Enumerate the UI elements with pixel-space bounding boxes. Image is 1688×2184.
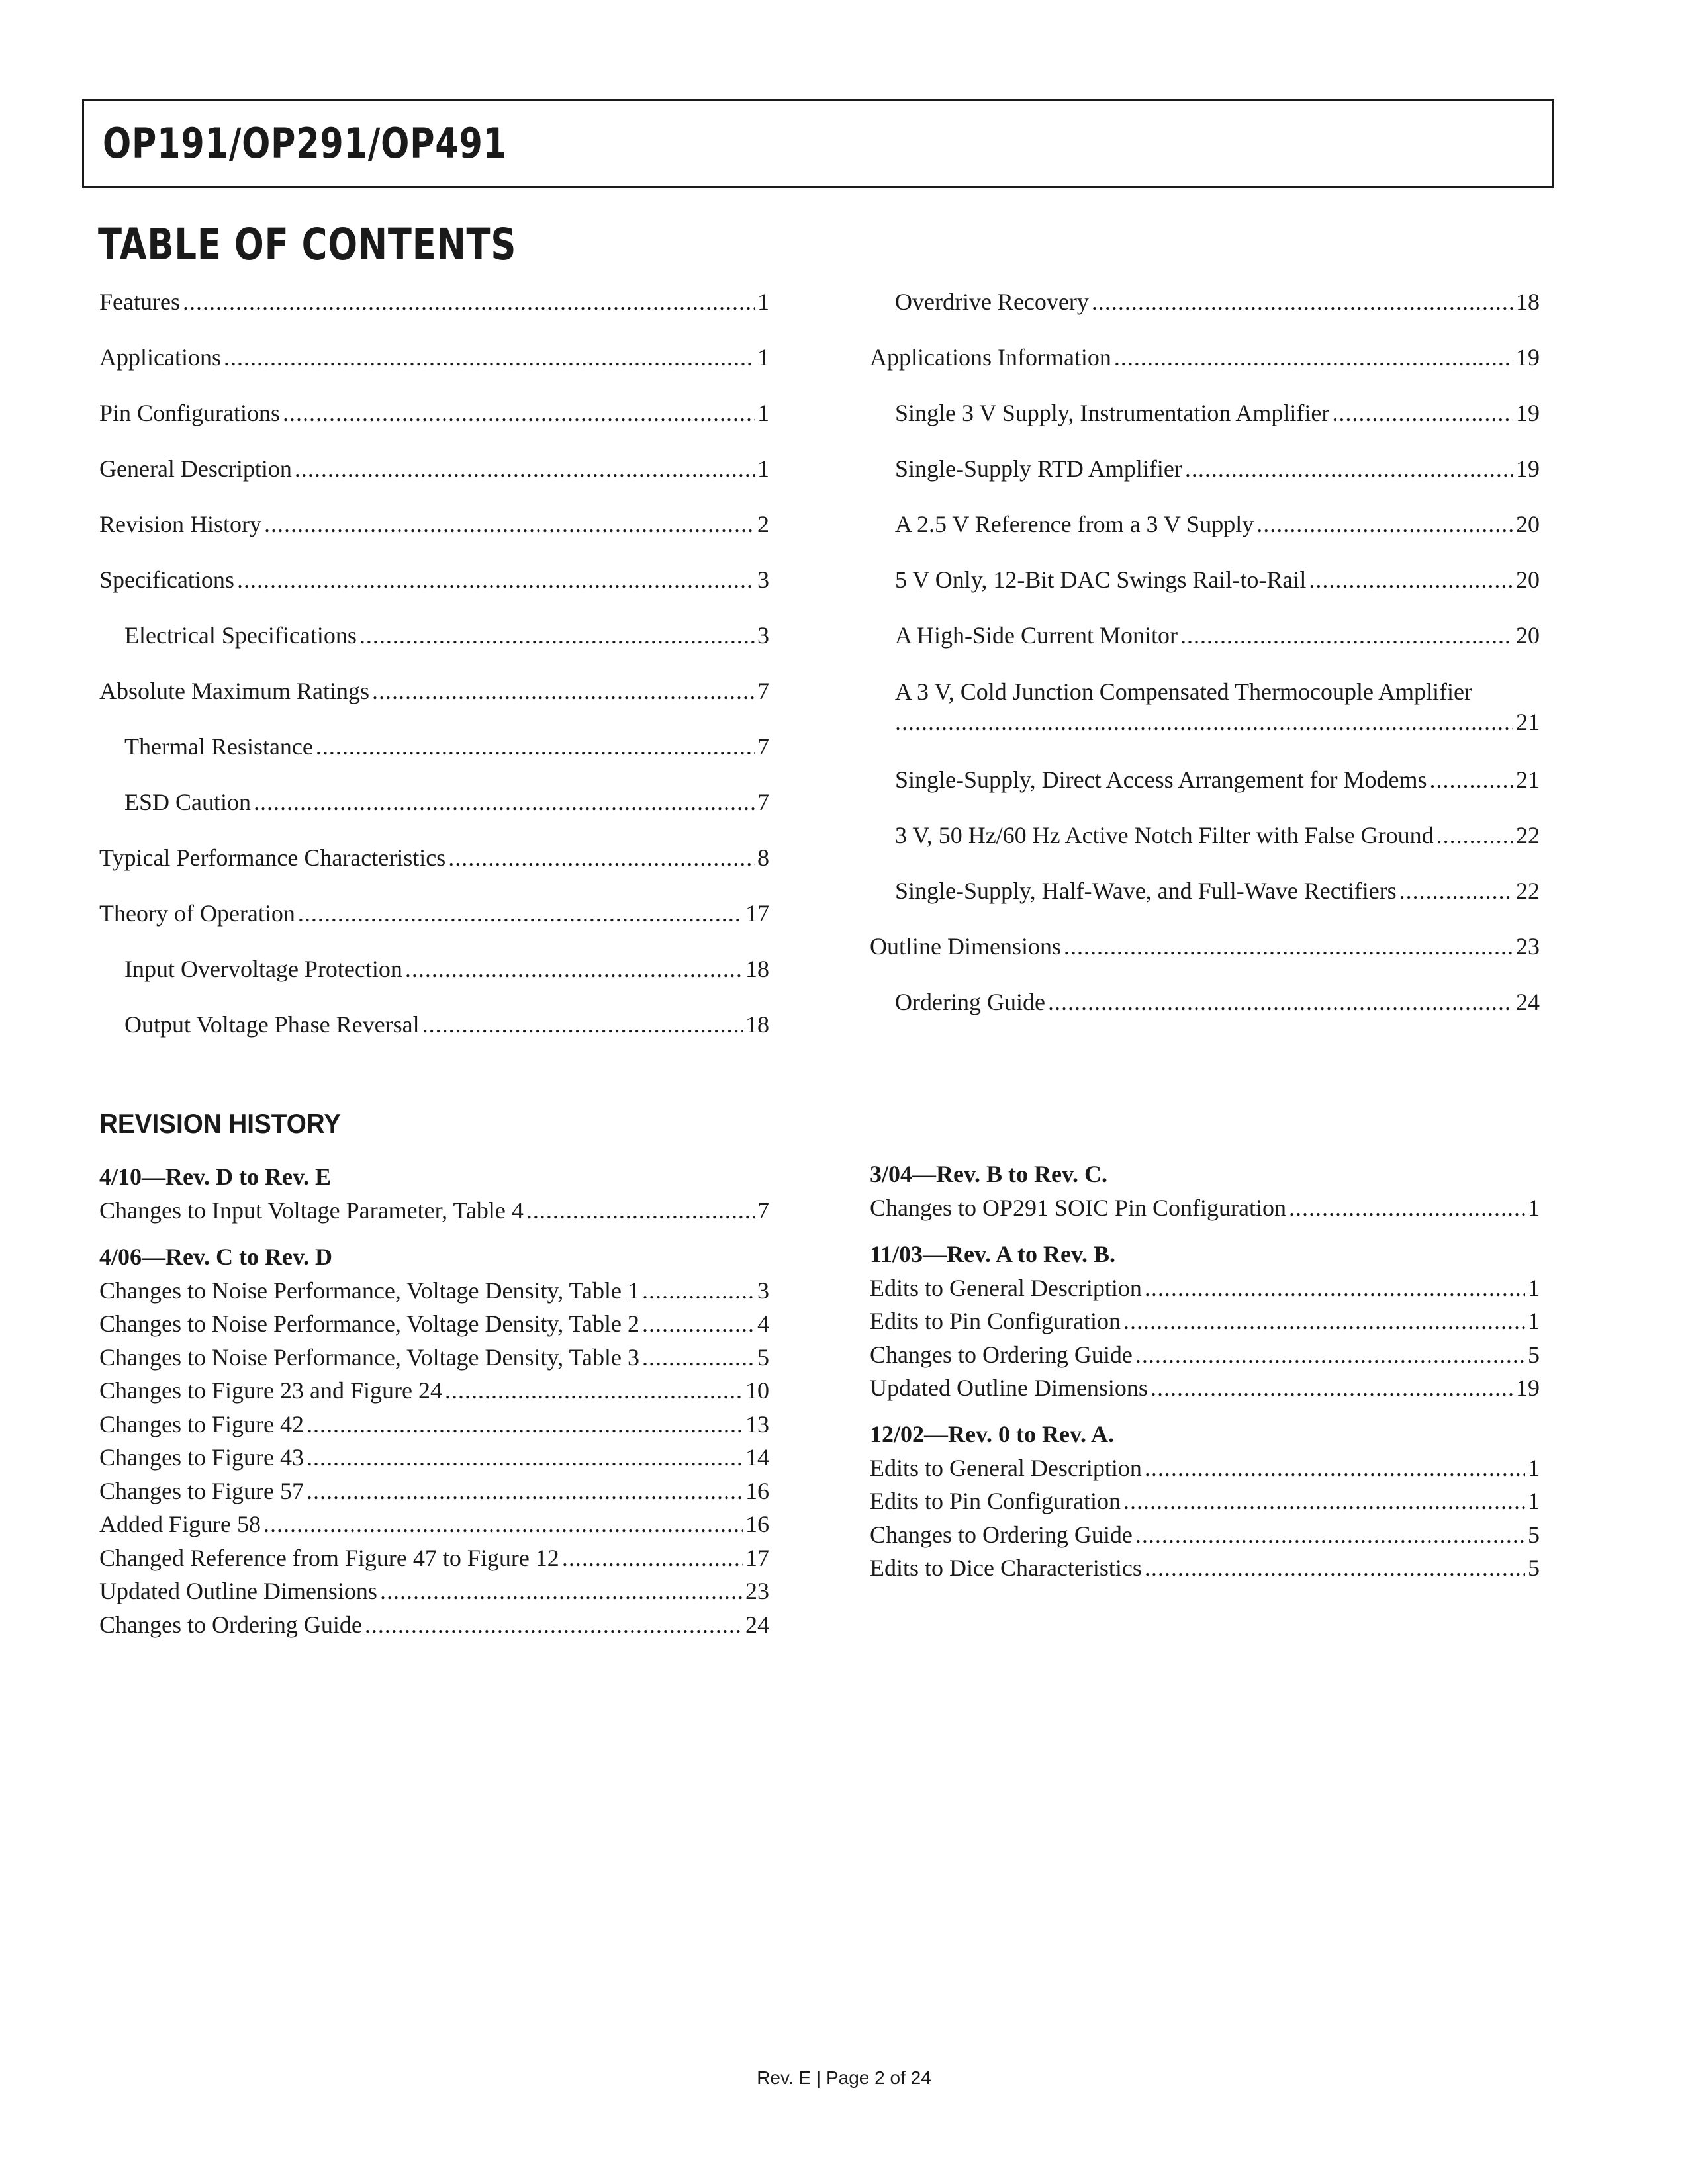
- toc-entry-page: 7: [757, 733, 769, 760]
- toc-entry[interactable]: [870, 552, 1540, 608]
- revision-entry-text: Changes to Ordering Guide: [870, 1341, 1133, 1368]
- revision-group-title: 4/06—Rev. C to Rev. D: [99, 1243, 332, 1270]
- revision-group-title: 12/02—Rev. 0 to Rev. A.: [870, 1420, 1114, 1447]
- revision-entry-page: 24: [745, 1611, 769, 1638]
- revision-entry-page: 17: [745, 1544, 769, 1571]
- revision-entry: [870, 1271, 1540, 1305]
- dot-leader: [283, 385, 755, 441]
- toc-entry-page: 1: [757, 400, 769, 426]
- dot-leader: [264, 496, 755, 552]
- dot-leader: [1135, 1518, 1525, 1552]
- toc-entry[interactable]: [99, 385, 769, 441]
- dot-leader: [1123, 1304, 1525, 1338]
- dot-leader: [1135, 1338, 1525, 1372]
- toc-entry-title: ESD Caution: [124, 789, 252, 815]
- toc-entry-page: 3: [757, 567, 769, 593]
- dot-leader: [1123, 1484, 1525, 1518]
- revision-entry-text: Changes to Figure 23 and Figure 24: [99, 1377, 442, 1404]
- revision-entry: [99, 1274, 769, 1308]
- toc-entry-title: Single-Supply RTD Amplifier: [895, 455, 1182, 482]
- toc-entry-leader: [895, 705, 1540, 739]
- toc-entry[interactable]: [870, 919, 1540, 974]
- dot-leader: [380, 1574, 743, 1608]
- toc-entry-title: Specifications: [99, 567, 234, 593]
- revision-entry: [99, 1441, 769, 1475]
- toc-entry-title: 3 V, 50 Hz/60 Hz Active Notch Filter with False Ground: [895, 822, 1434, 848]
- toc-entry-title: Single-Supply, Direct Access Arrangement for Modems: [895, 766, 1427, 793]
- toc-entry-page: 19: [1516, 344, 1540, 371]
- dot-leader: [1309, 552, 1513, 608]
- revision-entry-text: Updated Outline Dimensions: [99, 1578, 377, 1604]
- dot-leader: [1332, 385, 1513, 441]
- dot-leader: [306, 1441, 743, 1475]
- dot-leader: [1436, 807, 1513, 863]
- dot-leader: [306, 1408, 743, 1441]
- revision-entry-text: Added Figure 58: [99, 1511, 261, 1537]
- toc-entry-title: 5 V Only, 12-Bit DAC Swings Rail-to-Rail: [895, 567, 1307, 593]
- document-title: OP191/OP291/OP491: [103, 119, 507, 167]
- dot-leader: [1145, 1451, 1525, 1485]
- dot-leader: [1185, 441, 1513, 496]
- revision-history-left-column: [99, 1160, 769, 1653]
- toc-heading: TABLE OF CONTENTS: [98, 219, 517, 270]
- revision-entry-page: 5: [1528, 1555, 1540, 1581]
- revision-entry: [99, 1574, 769, 1608]
- revision-entry-page: 1: [1528, 1195, 1540, 1221]
- revision-entry-text: Changes to Noise Performance, Voltage Density, Table 1: [99, 1277, 639, 1304]
- revision-entry-text: Changes to Noise Performance, Voltage Density, Table 3: [99, 1343, 639, 1371]
- toc-entry[interactable]: [870, 752, 1540, 807]
- revision-entry-text: Updated Outline Dimensions: [870, 1375, 1148, 1401]
- toc-entry-title: Output Voltage Phase Reversal: [124, 1011, 420, 1038]
- revision-group: [870, 1417, 1540, 1585]
- revision-entry-text: Changes to Figure 43: [99, 1444, 304, 1471]
- revision-entry: [870, 1304, 1540, 1338]
- toc-entry-page: 2: [757, 511, 769, 537]
- revision-entry: [870, 1551, 1540, 1585]
- revision-group: [870, 1237, 1540, 1405]
- toc-entry[interactable]: [99, 274, 769, 330]
- revision-entry-text: Changes to Figure 42: [99, 1410, 304, 1437]
- revision-entry-text: Changes to Ordering Guide: [99, 1611, 362, 1638]
- revision-group-title: 3/04—Rev. B to Rev. C.: [870, 1161, 1107, 1187]
- toc-left-column: [99, 274, 769, 1052]
- revision-entry: [99, 1374, 769, 1408]
- toc-entry-page: 17: [745, 900, 769, 927]
- toc-entry[interactable]: [870, 274, 1540, 330]
- toc-entry-page: 20: [1516, 511, 1540, 537]
- dot-leader: [254, 774, 755, 830]
- revision-entry-text: Changes to Figure 57: [99, 1477, 304, 1504]
- dot-leader: [237, 552, 755, 608]
- toc-entry-title: Applications: [99, 344, 221, 371]
- toc-entry-title: Applications Information: [870, 344, 1111, 371]
- dot-leader: [298, 886, 743, 941]
- revision-entry-page: 19: [1516, 1375, 1540, 1401]
- revision-entry: [99, 1541, 769, 1575]
- dot-leader: [263, 1508, 743, 1541]
- dot-leader: [372, 663, 755, 719]
- dot-leader: [1399, 863, 1513, 919]
- dot-leader: [526, 1194, 755, 1228]
- toc-entry-title: Electrical Specifications: [124, 622, 357, 649]
- revision-entry-page: 3: [757, 1277, 769, 1304]
- dot-leader: [359, 608, 755, 663]
- toc-entry-title: Input Overvoltage Protection: [124, 956, 402, 982]
- dot-leader: [642, 1341, 755, 1375]
- toc-entry[interactable]: [99, 441, 769, 496]
- revision-entry: [870, 1191, 1540, 1225]
- revision-group: [870, 1157, 1540, 1225]
- toc-entry-title: Absolute Maximum Ratings: [99, 678, 369, 704]
- dot-leader: [1145, 1551, 1525, 1585]
- revision-entry-page: 5: [757, 1343, 769, 1371]
- revision-entry-text: Changes to Noise Performance, Voltage Density, Table 2: [99, 1310, 639, 1337]
- revision-entry-text: Changes to Ordering Guide: [870, 1521, 1133, 1548]
- dot-leader: [1150, 1371, 1513, 1405]
- revision-entry: [99, 1341, 769, 1375]
- dot-leader: [422, 997, 743, 1052]
- revision-entry-text: Edits to Pin Configuration: [870, 1308, 1121, 1334]
- toc-entry[interactable]: [99, 330, 769, 385]
- revision-entry-text: Changes to OP291 SOIC Pin Configuration: [870, 1195, 1287, 1221]
- page-footer: Rev. E | Page 2 of 24: [757, 2068, 931, 2088]
- dot-leader: [448, 830, 755, 886]
- revision-entry: [99, 1475, 769, 1508]
- toc-entry-page: 22: [1516, 878, 1540, 904]
- toc-entry[interactable]: [99, 941, 769, 997]
- toc-entry-page: 3: [757, 622, 769, 649]
- revision-entry: [99, 1408, 769, 1441]
- revision-entry-page: 13: [745, 1410, 769, 1437]
- revision-entry-page: 16: [745, 1511, 769, 1537]
- revision-history-right-column: [870, 1157, 1540, 1597]
- toc-entry-title: A High-Side Current Monitor: [895, 622, 1178, 649]
- toc-entry-page: 1: [757, 455, 769, 482]
- toc-entry[interactable]: [99, 608, 769, 663]
- toc-entry-title: Revision History: [99, 511, 262, 537]
- revision-entry-text: Changes to Input Voltage Parameter, Table 4: [99, 1197, 524, 1224]
- toc-entry[interactable]: [870, 441, 1540, 496]
- toc-entry-title: A 3 V, Cold Junction Compensated Thermocouple Amplifier: [895, 678, 1472, 705]
- toc-entry-title: Single-Supply, Half-Wave, and Full-Wave Rectifiers: [895, 878, 1397, 904]
- revision-entry-page: 23: [745, 1578, 769, 1604]
- revision-entry: [99, 1307, 769, 1341]
- toc-entry-title: A 2.5 V Reference from a 3 V Supply: [895, 511, 1254, 537]
- dot-leader: [642, 1307, 755, 1341]
- toc-entry-title: Theory of Operation: [99, 900, 295, 927]
- toc-entry-page: 8: [757, 844, 769, 871]
- revision-entry-page: 10: [745, 1377, 769, 1404]
- dot-leader: [405, 941, 743, 997]
- dot-leader: [1180, 608, 1513, 663]
- toc-entry[interactable]: [99, 552, 769, 608]
- toc-entry-page: 19: [1516, 400, 1540, 426]
- toc-entry-page: 7: [757, 789, 769, 815]
- toc-entry-page: 18: [1516, 289, 1540, 315]
- revision-history-heading: REVISION HISTORY: [99, 1108, 342, 1139]
- revision-entry: [99, 1194, 769, 1228]
- toc-entry-title: Pin Configurations: [99, 400, 281, 426]
- toc-entry-title: General Description: [99, 455, 292, 482]
- toc-entry[interactable]: [99, 830, 769, 886]
- revision-entry-page: 1: [1528, 1454, 1540, 1481]
- toc-entry[interactable]: [870, 496, 1540, 552]
- dot-leader: [183, 274, 755, 330]
- toc-entry-page: 1: [757, 344, 769, 371]
- toc-entry[interactable]: [99, 663, 769, 719]
- dot-leader: [1114, 330, 1513, 385]
- toc-entry[interactable]: [870, 385, 1540, 441]
- revision-entry-text: Edits to Pin Configuration: [870, 1488, 1121, 1514]
- dot-leader: [1145, 1271, 1525, 1305]
- revision-entry-page: 1: [1528, 1308, 1540, 1334]
- toc-entry-title: Features: [99, 289, 180, 315]
- revision-entry: [870, 1338, 1540, 1372]
- toc-entry-page: 1: [757, 289, 769, 315]
- revision-entry: [99, 1608, 769, 1642]
- revision-group-title: 4/10—Rev. D to Rev. E: [99, 1163, 331, 1190]
- dot-leader: [295, 441, 755, 496]
- dot-leader: [1430, 752, 1514, 807]
- toc-entry[interactable]: [870, 974, 1540, 1030]
- toc-entry-page: 21: [1516, 709, 1540, 735]
- revision-group-title: 11/03—Rev. A to Rev. B.: [870, 1240, 1116, 1267]
- toc-entry[interactable]: [99, 774, 769, 830]
- revision-entry: [870, 1484, 1540, 1518]
- toc-entry[interactable]: [870, 663, 1540, 752]
- dot-leader: [316, 719, 755, 774]
- toc-entry[interactable]: [99, 886, 769, 941]
- revision-entry: [870, 1371, 1540, 1405]
- header-box: [82, 99, 1554, 188]
- dot-leader: [1064, 919, 1513, 974]
- revision-entry-text: Edits to General Description: [870, 1274, 1142, 1301]
- toc-entry-page: 24: [1516, 989, 1540, 1015]
- revision-entry: [870, 1451, 1540, 1485]
- revision-entry-page: 4: [757, 1310, 769, 1337]
- revision-entry: [870, 1518, 1540, 1552]
- toc-entry[interactable]: [99, 997, 769, 1052]
- revision-group: [99, 1160, 769, 1228]
- toc-entry[interactable]: [870, 608, 1540, 663]
- revision-entry-text: Edits to Dice Characteristics: [870, 1555, 1142, 1581]
- dot-leader: [1092, 274, 1513, 330]
- dot-leader: [365, 1608, 743, 1642]
- toc-entry-page: 21: [1516, 766, 1540, 793]
- toc-entry-title: Overdrive Recovery: [895, 289, 1089, 315]
- dot-leader: [224, 330, 755, 385]
- toc-entry[interactable]: [870, 807, 1540, 863]
- dot-leader: [895, 705, 1513, 739]
- revision-entry-page: 1: [1528, 1274, 1540, 1301]
- toc-entry[interactable]: [99, 496, 769, 552]
- revision-entry-page: 7: [757, 1197, 769, 1224]
- toc-entry-title: Typical Performance Characteristics: [99, 844, 446, 871]
- revision-entry-page: 16: [745, 1477, 769, 1504]
- revision-entry: [99, 1508, 769, 1541]
- toc-entry-page: 22: [1516, 822, 1540, 848]
- revision-entry-page: 5: [1528, 1341, 1540, 1368]
- revision-group: [99, 1240, 769, 1642]
- dot-leader: [306, 1475, 743, 1508]
- toc-entry-title: Ordering Guide: [895, 989, 1045, 1015]
- toc-entry[interactable]: [870, 863, 1540, 919]
- dot-leader: [562, 1541, 743, 1575]
- toc-entry-page: 20: [1516, 622, 1540, 649]
- revision-entry-page: 1: [1528, 1488, 1540, 1514]
- dot-leader: [1289, 1191, 1525, 1225]
- revision-entry-page: 14: [745, 1444, 769, 1471]
- revision-entry-text: Edits to General Description: [870, 1454, 1142, 1481]
- dot-leader: [1048, 974, 1513, 1030]
- revision-entry-page: 5: [1528, 1521, 1540, 1548]
- toc-entry[interactable]: [870, 330, 1540, 385]
- toc-entry-page: 18: [745, 956, 769, 982]
- dot-leader: [642, 1274, 755, 1308]
- dot-leader: [1256, 496, 1513, 552]
- toc-entry-page: 19: [1516, 455, 1540, 482]
- dot-leader: [445, 1374, 743, 1408]
- toc-entry-page: 7: [757, 678, 769, 704]
- toc-entry[interactable]: [99, 719, 769, 774]
- toc-entry-title: Thermal Resistance: [124, 733, 313, 760]
- toc-right-column: [870, 274, 1540, 1030]
- toc-entry-page: 20: [1516, 567, 1540, 593]
- toc-entry-page: 23: [1516, 933, 1540, 960]
- toc-entry-title: Outline Dimensions: [870, 933, 1061, 960]
- toc-entry-title: Single 3 V Supply, Instrumentation Amplifier: [895, 400, 1330, 426]
- toc-entry-page: 18: [745, 1011, 769, 1038]
- revision-entry-text: Changed Reference from Figure 47 to Figure 12: [99, 1544, 559, 1571]
